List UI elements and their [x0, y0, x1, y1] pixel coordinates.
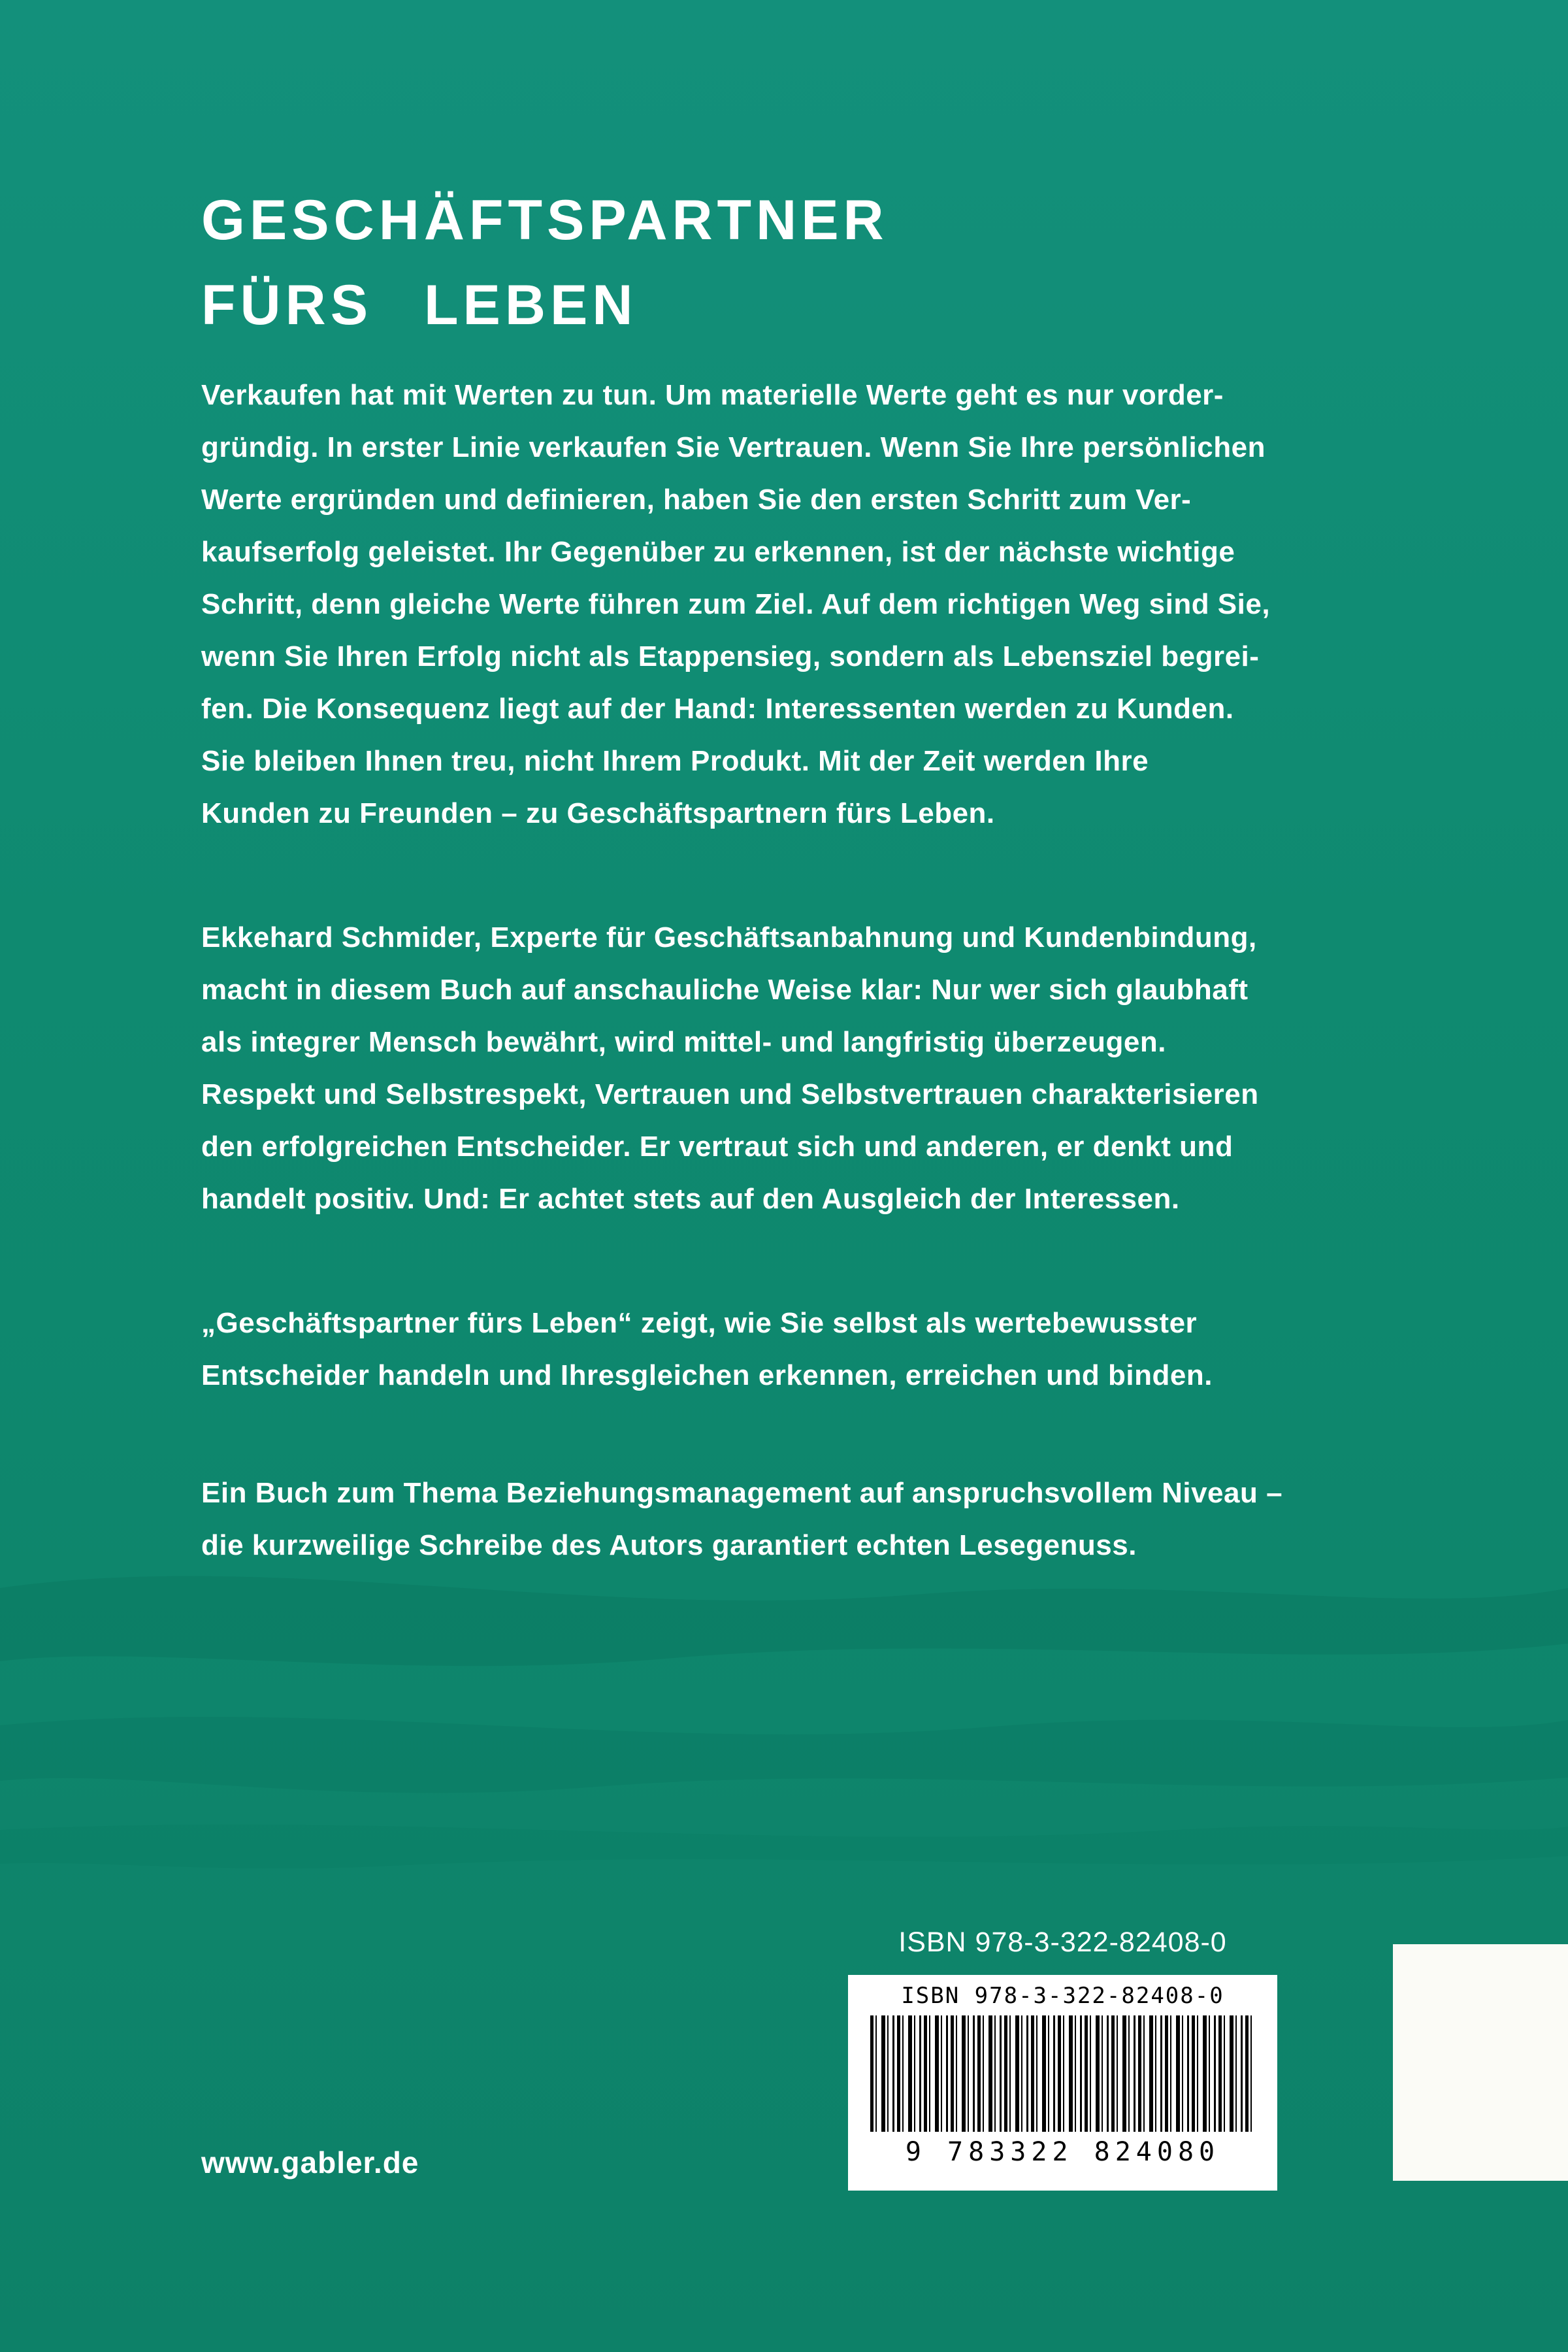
text-line: Ekkehard Schmider, Experte für Geschäftsanbahnung und Kundenbindung, [201, 921, 1257, 953]
text-line: Ein Buch zum Thema Beziehungsmanagement auf anspruchsvollem Niveau – [201, 1477, 1283, 1509]
text-line: Kunden zu Freunden – zu Geschäftspartnern fürs Leben. [201, 797, 995, 829]
barcode-isbn-text: ISBN 978-3-322-82408-0 [901, 1983, 1224, 2009]
right-edge-white-card [1393, 1944, 1568, 2181]
text-line: Verkaufen hat mit Werten zu tun. Um materielle Werte geht es nur vorder- [201, 379, 1224, 411]
book-title-line1: GESCHÄFTSPARTNER [201, 189, 889, 252]
blurb-paragraph-4 [201, 1467, 1282, 1572]
text-line: wenn Sie Ihren Erfolg nicht als Etappensieg, sondern als Lebensziel begrei- [201, 640, 1260, 672]
text-line: Sie bleiben Ihnen treu, nicht Ihrem Produkt. Mit der Zeit werden Ihre [201, 745, 1149, 777]
text-line: Werte ergründen und definieren, haben Sie den ersten Schritt zum Ver- [201, 484, 1192, 516]
text-line: handelt positiv. Und: Er achtet stets auf den Ausgleich der Interessen. [201, 1183, 1180, 1215]
text-line: den erfolgreichen Entscheider. Er vertraut sich und anderen, er denkt und [201, 1131, 1233, 1163]
text-line: gründig. In erster Linie verkaufen Sie Vertrauen. Wenn Sie Ihre persönlichen [201, 431, 1266, 463]
blurb-paragraph-3 [201, 1297, 1213, 1402]
text-line: fen. Die Konsequenz liegt auf der Hand: Interessenten werden zu Kunden. [201, 693, 1234, 725]
book-title-line2: FÜRS LEBEN [201, 274, 638, 337]
book-title [201, 178, 889, 348]
text-line: Respekt und Selbstrespekt, Vertrauen und Selbstvertrauen charakterisieren [201, 1078, 1259, 1110]
barcode-panel [848, 1975, 1277, 2191]
text-line: kaufserfolg geleistet. Ihr Gegenüber zu erkennen, ist der nächste wichtige [201, 536, 1235, 568]
ean-barcode [870, 2015, 1256, 2132]
text-line: Entscheider handeln und Ihresgleichen erkennen, erreichen und binden. [201, 1359, 1213, 1391]
text-line: „Geschäftspartner fürs Leben“ zeigt, wie Sie selbst als wertebewusster [201, 1307, 1198, 1339]
text-line: die kurzweilige Schreibe des Autors garantiert echten Lesegenuss. [201, 1529, 1137, 1561]
isbn-label: ISBN 978-3-322-82408-0 [898, 1927, 1227, 1958]
barcode-number: 9 783322 824080 [905, 2137, 1220, 2167]
blurb-paragraph-1 [201, 369, 1270, 840]
publisher-website: www.gabler.de [201, 2145, 419, 2179]
blurb-paragraph-2 [201, 912, 1259, 1225]
text-line: als integrer Mensch bewährt, wird mittel- und langfristig überzeugen. [201, 1026, 1166, 1058]
text-line: macht in diesem Buch auf anschauliche Weise klar: Nur wer sich glaubhaft [201, 974, 1249, 1006]
text-line: Schritt, denn gleiche Werte führen zum Ziel. Auf dem richtigen Weg sind Sie, [201, 588, 1271, 620]
